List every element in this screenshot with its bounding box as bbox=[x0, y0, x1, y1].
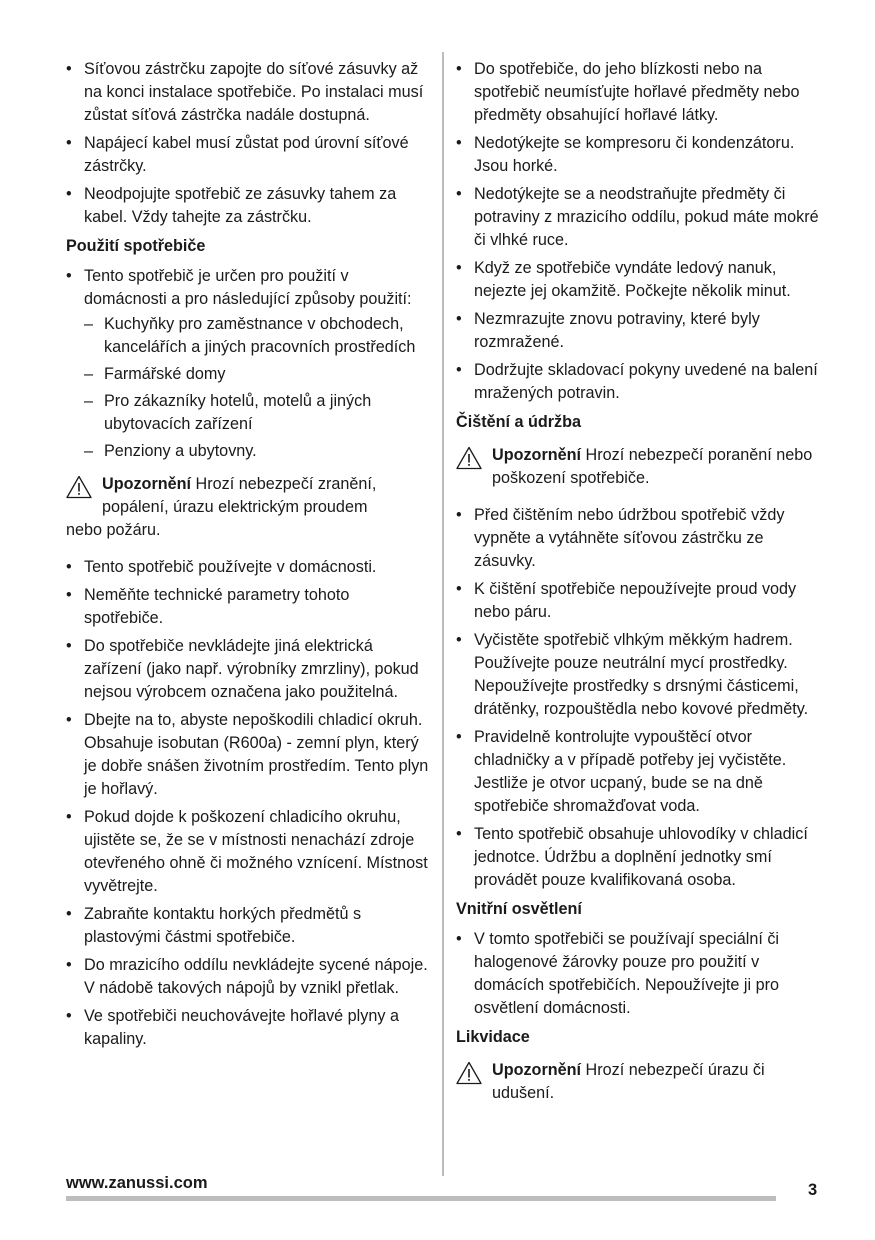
left-column bbox=[66, 58, 431, 1056]
list-item: • Před čištěním nebo údržbou spotřebič vždy vypněte a vytáhněte síťovou zástrčku ze zásuvky. bbox=[456, 504, 828, 573]
warning-text bbox=[456, 1059, 828, 1105]
list-item: • Dbejte na to, abyste nepoškodili chladicí okruh. Obsahuje isobutan (R600a) - zemní plyn, který je dobře snášen životním prostředím. Tento plyn je hořlavý. bbox=[66, 709, 431, 801]
warning-text bbox=[66, 473, 431, 519]
page-number: 3 bbox=[808, 1181, 818, 1199]
section-heading-lighting: Vnitřní osvětlení bbox=[456, 900, 582, 918]
section-heading-cleaning: Čištění a údržba bbox=[456, 413, 582, 431]
sublist-item: – Kuchyňky pro zaměstnance v obchodech, kancelářích a jiných pracovních prostředích bbox=[84, 313, 431, 359]
usage-list bbox=[66, 265, 431, 463]
list-item: • Zabraňte kontaktu horkých předmětů s plastovými částmi spotřebiče. bbox=[66, 903, 431, 949]
sublist-item: – Penziony a ubytovny. bbox=[84, 440, 431, 463]
footer-rule bbox=[66, 1196, 776, 1201]
list-item: • V tomto spotřebiči se používají speciální či halogenové žárovky pouze pro použití v domácích spotřebičích. Nepoužívejte ji pro osvětlení domácnosti. bbox=[456, 928, 828, 1020]
list-item: • Nedotýkejte se a neodstraňujte předměty či potraviny z mrazicího oddílu, pokud máte mokré či vlhké ruce. bbox=[456, 183, 828, 252]
list-item: • Nedotýkejte se kompresoru či kondenzátoru. Jsou horké. bbox=[456, 132, 828, 178]
list-item: • Vyčistěte spotřebič vlhkým měkkým hadrem. Používejte pouze neutrální mycí prostředky. Nepoužívejte prostředky s drsnými částicemi, drátěnky, rozpouštědla nebo kovové předměty. bbox=[456, 629, 828, 721]
usage-sublist bbox=[84, 313, 431, 463]
warning-block-disposal bbox=[456, 1059, 828, 1105]
list-item: • Napájecí kabel musí zůstat pod úrovní síťové zástrčky. bbox=[66, 132, 431, 178]
sublist-item: – Pro zákazníky hotelů, motelů a jiných ubytovacích zařízení bbox=[84, 390, 431, 436]
list-item: • K čištění spotřebiče nepoužívejte proud vody nebo páru. bbox=[456, 578, 828, 624]
flammable-list bbox=[456, 58, 828, 405]
section-heading-disposal: Likvidace bbox=[456, 1028, 530, 1046]
list-item: • Nezmrazujte znovu potraviny, které byly rozmražené. bbox=[456, 308, 828, 354]
right-column bbox=[456, 58, 828, 1119]
list-item: • Do spotřebiče nevkládejte jiná elektrická zařízení (jako např. výrobníky zmrzliny), pokud nejsou výrobcem označena jako použitelná. bbox=[66, 635, 431, 704]
usage-rules-list bbox=[66, 556, 431, 1051]
power-plug-list bbox=[66, 58, 431, 229]
list-item: • Pravidelně kontrolujte vypouštěcí otvor chladničky a v případě potřeby jej vyčistěte. Jestliže je otvor ucpaný, bude se na dně spotřebiče shromažďovat voda. bbox=[456, 726, 828, 818]
warning-triangle-icon bbox=[66, 475, 92, 499]
warning-text bbox=[456, 444, 828, 490]
list-item: • Neměňte technické parametry tohoto spotřebiče. bbox=[66, 584, 431, 630]
warning-block-injury bbox=[66, 473, 431, 542]
warning-text-continued: nebo požáru. bbox=[66, 521, 161, 539]
list-item-text: Tento spotřebič je určen pro použití v domácnosti a pro následující způsoby použití: bbox=[84, 267, 412, 308]
list-item: • Tento spotřebič obsahuje uhlovodíky v chladicí jednotce. Údržbu a doplnění jednotky smí provádět pouze kvalifikovaná osoba. bbox=[456, 823, 828, 892]
list-item: • Tento spotřebič používejte v domácnosti. bbox=[66, 556, 431, 579]
lighting-list bbox=[456, 928, 828, 1020]
column-divider bbox=[442, 52, 444, 1176]
warning-message: Hrozí nebezpečí zranění, popálení, úrazu elektrickým proudem bbox=[102, 475, 377, 516]
list-item: • Dodržujte skladovací pokyny uvedené na balení mražených potravin. bbox=[456, 359, 828, 405]
sublist-item: – Farmářské domy bbox=[84, 363, 431, 386]
footer-url: www.zanussi.com bbox=[66, 1174, 208, 1192]
warning-label: Upozornění bbox=[492, 1061, 582, 1079]
list-item: • Síťovou zástrčku zapojte do síťové zásuvky až na konci instalace spotřebiče. Po instalaci musí zůstat síťová zástrčka nadále dostupná. bbox=[66, 58, 431, 127]
list-item: • Neodpojujte spotřebič ze zásuvky tahem za kabel. Vždy tahejte za zástrčku. bbox=[66, 183, 431, 229]
list-item: • Do mrazicího oddílu nevkládejte sycené nápoje. V nádobě takových nápojů by vznikl přetlak. bbox=[66, 954, 431, 1000]
cleaning-list bbox=[456, 504, 828, 892]
list-item: • Do spotřebiče, do jeho blízkosti nebo na spotřebič neumísťujte hořlavé předměty nebo předměty obsahující hořlavé látky. bbox=[456, 58, 828, 127]
list-item: • Ve spotřebiči neuchovávejte hořlavé plyny a kapaliny. bbox=[66, 1005, 431, 1051]
warning-label: Upozornění bbox=[102, 475, 192, 493]
list-item: • Pokud dojde k poškození chladicího okruhu, ujistěte se, že se v místnosti nenachází zdroje otevřeného ohně či možného vznícení. Místnost vyvětrejte. bbox=[66, 806, 431, 898]
warning-label: Upozornění bbox=[492, 446, 582, 464]
warning-triangle-icon bbox=[456, 1061, 482, 1085]
list-item bbox=[66, 265, 431, 463]
warning-block-cleaning bbox=[456, 444, 828, 490]
section-heading-usage: Použití spotřebiče bbox=[66, 237, 206, 255]
warning-triangle-icon bbox=[456, 446, 482, 470]
list-item: • Když ze spotřebiče vyndáte ledový nanuk, nejezte jej okamžitě. Počkejte několik minut. bbox=[456, 257, 828, 303]
warning-message: Hrozí nebezpečí poranění nebo poškození spotřebiče. bbox=[492, 446, 813, 487]
warning-message: Hrozí nebezpečí úrazu či udušení. bbox=[492, 1061, 765, 1102]
